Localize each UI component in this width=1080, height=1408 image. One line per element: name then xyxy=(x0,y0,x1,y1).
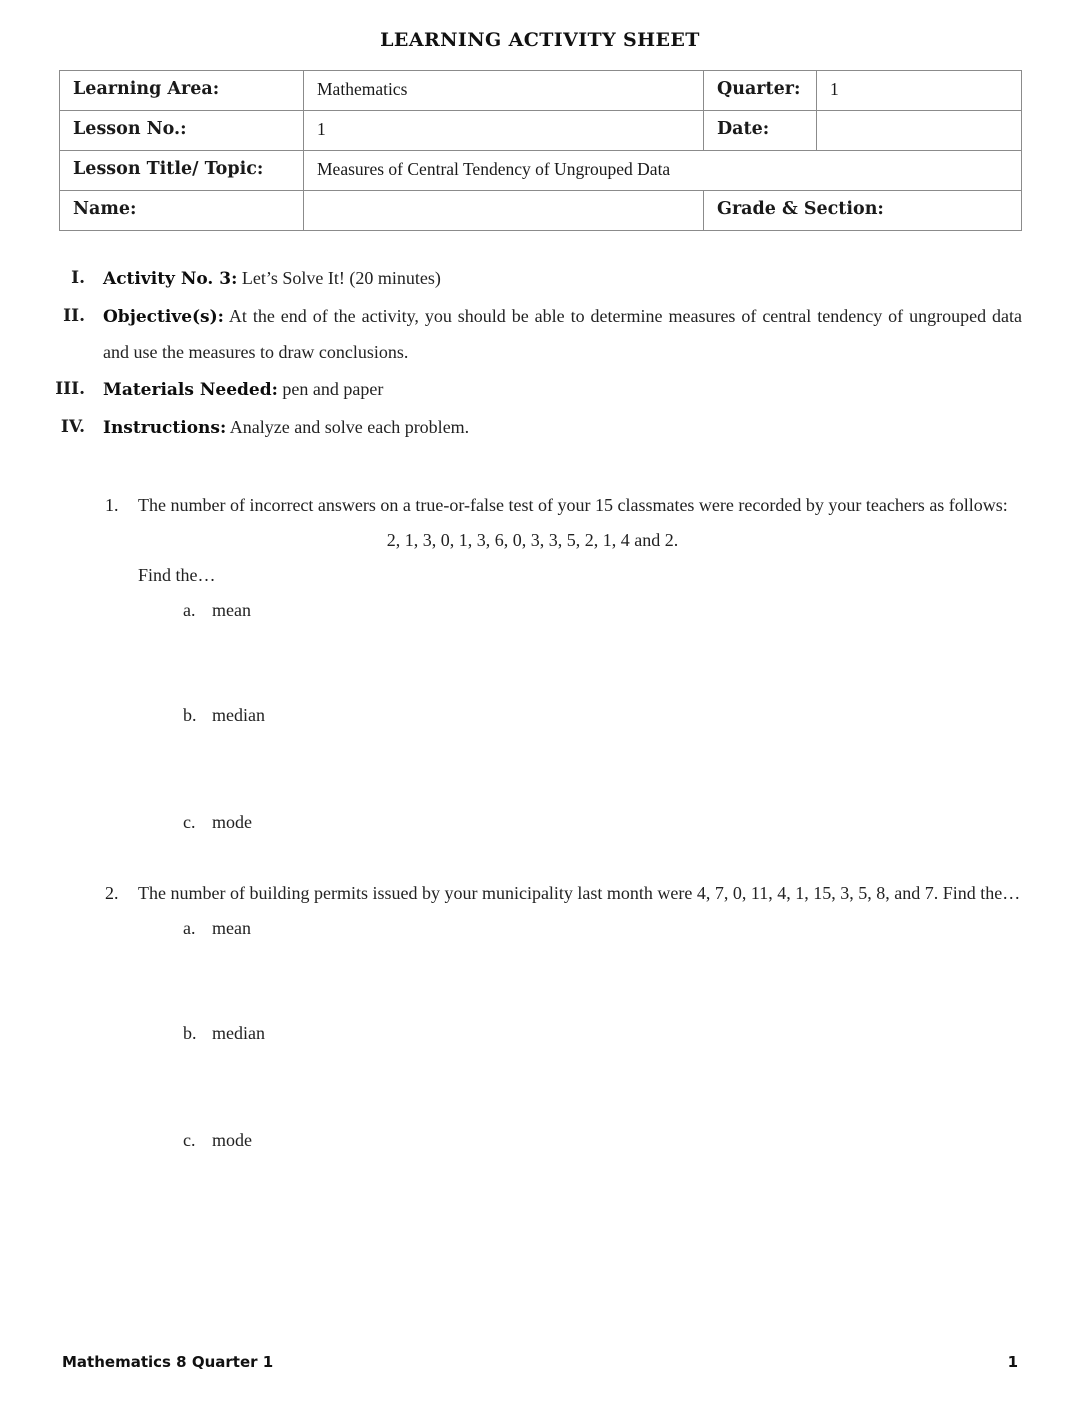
table-row xyxy=(60,111,1022,151)
sub-letter: b. xyxy=(183,1023,197,1043)
section-numeral: II. xyxy=(63,306,85,326)
problem-1-number: 1. xyxy=(105,495,119,515)
sub-letter: c. xyxy=(183,1130,196,1150)
section-numeral: III. xyxy=(55,379,85,399)
answer-space-2b[interactable] xyxy=(105,1051,1022,1123)
problem-2-subitems xyxy=(105,911,1022,1158)
value-learning-area[interactable]: Mathematics xyxy=(304,71,704,111)
sections-list xyxy=(0,261,1080,446)
label-grade-section: Grade & Section: xyxy=(704,191,1022,231)
problem-2 xyxy=(105,876,1022,1158)
sub-letter: a. xyxy=(183,918,196,938)
section-numeral: IV. xyxy=(60,417,85,437)
sub-letter: a. xyxy=(183,600,196,620)
problem-2-subitem-mode xyxy=(105,1123,1022,1158)
sub-label: mode xyxy=(212,1130,252,1150)
sub-letter: c. xyxy=(183,812,196,832)
sub-letter: b. xyxy=(183,705,197,725)
problem-2-text: The number of building permits issued by your municipality last month were 4, 7, 0, 11, 4, 1, 15, 3, 5, 8, and 7. Find the… xyxy=(138,883,1021,903)
section-body: Let’s Solve It! (20 minutes) xyxy=(237,268,441,288)
value-date[interactable] xyxy=(817,111,1022,151)
section-body: pen and paper xyxy=(277,379,384,399)
section-numeral: I. xyxy=(71,268,85,288)
footer-page-number: 1 xyxy=(1007,1353,1018,1371)
sub-label: mode xyxy=(212,812,252,832)
page-title: LEARNING ACTIVITY SHEET xyxy=(380,29,700,51)
answer-space-1b[interactable] xyxy=(105,733,1022,805)
section-body: At the end of the activity, you should be able to determine measures of central tendency of ungrouped data and use the measures to draw conclusions. xyxy=(103,306,1022,362)
answer-space-1a[interactable] xyxy=(105,628,1022,698)
value-lesson-title[interactable]: Measures of Central Tendency of Ungrouped Data xyxy=(304,151,1022,191)
value-lesson-no[interactable]: 1 xyxy=(304,111,704,151)
section-heading: Instructions: xyxy=(103,418,227,438)
problem-2-statement xyxy=(105,876,1022,911)
problem-1-statement xyxy=(105,488,1022,523)
sub-label: median xyxy=(212,1023,265,1043)
sub-label: mean xyxy=(212,918,251,938)
section-objectives xyxy=(0,299,1080,370)
section-heading: Materials Needed: xyxy=(103,380,278,400)
section-content xyxy=(103,261,1022,297)
value-name[interactable] xyxy=(304,191,704,231)
label-learning-area: Learning Area: xyxy=(60,71,304,111)
section-heading: Objective(s): xyxy=(103,307,224,327)
sub-label: mean xyxy=(212,600,251,620)
section-heading: Activity No. 3: xyxy=(103,269,238,289)
table-row xyxy=(60,71,1022,111)
section-activity xyxy=(0,261,1080,297)
section-content xyxy=(103,410,1022,446)
problems-container xyxy=(0,488,1080,1158)
label-quarter: Quarter: xyxy=(704,71,817,111)
section-content xyxy=(103,372,1022,408)
problem-2-number: 2. xyxy=(105,883,119,903)
label-lesson-no: Lesson No.: xyxy=(60,111,304,151)
page-footer xyxy=(62,1353,1018,1371)
problem-2-subitem-median xyxy=(105,1016,1022,1051)
label-date: Date: xyxy=(704,111,817,151)
problem-1-find-prompt: Find the… xyxy=(138,565,216,585)
lesson-info-table xyxy=(59,70,1022,231)
section-body: Analyze and solve each problem. xyxy=(226,417,470,437)
footer-subject: Mathematics 8 Quarter 1 xyxy=(62,1353,274,1371)
problem-1-subitem-mode xyxy=(105,805,1022,840)
problem-1-subitem-median xyxy=(105,698,1022,733)
section-materials xyxy=(0,372,1080,408)
info-table-container xyxy=(59,51,1021,231)
value-quarter[interactable]: 1 xyxy=(817,71,1022,111)
label-lesson-title: Lesson Title/ Topic: xyxy=(60,151,304,191)
problem-1 xyxy=(105,488,1022,840)
problem-1-data-values: 2, 1, 3, 0, 1, 3, 6, 0, 3, 3, 5, 2, 1, 4 and 2. xyxy=(386,530,679,550)
problem-2-subitem-mean xyxy=(105,911,1022,946)
problem-1-text: The number of incorrect answers on a true-or-false test of your 15 classmates were recorded by your teachers as follows: xyxy=(138,495,1008,515)
answer-space-2a[interactable] xyxy=(105,946,1022,1016)
problem-1-subitems xyxy=(105,593,1022,840)
label-name: Name: xyxy=(60,191,304,231)
table-row xyxy=(60,151,1022,191)
section-content xyxy=(103,299,1022,370)
problem-separator xyxy=(105,840,1022,876)
problem-1-subitem-mean xyxy=(105,593,1022,628)
sub-label: median xyxy=(212,705,265,725)
table-row xyxy=(60,191,1022,231)
section-instructions xyxy=(0,410,1080,446)
